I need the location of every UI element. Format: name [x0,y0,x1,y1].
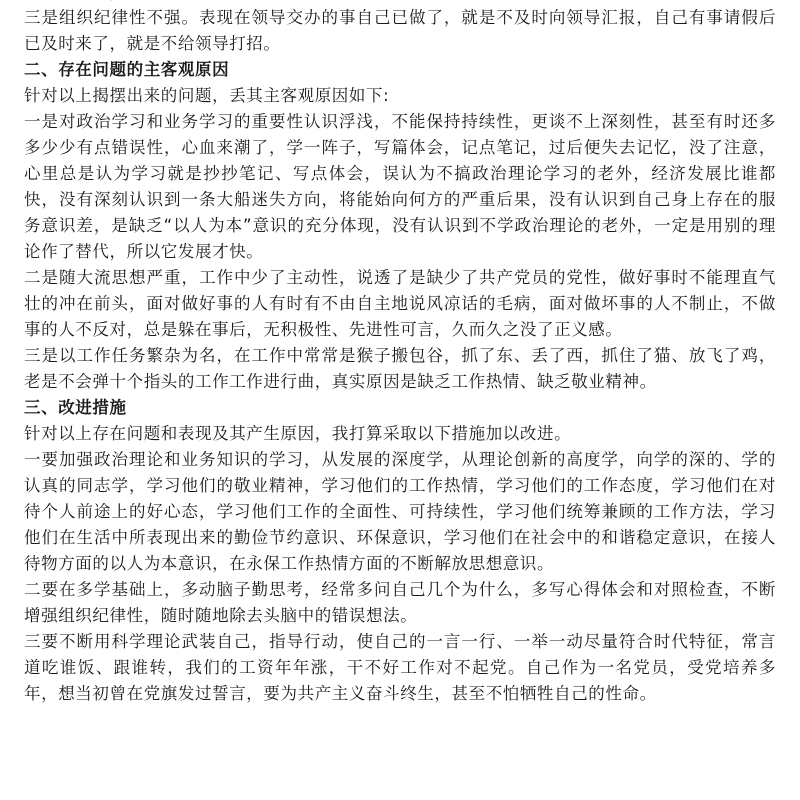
paragraph-causes-intro: 针对以上揭摆出来的问题，丢其主客观原因如下: [24,86,390,105]
paragraph-measure-1: 一要加强政治理论和业务知识的学习，从发展的深度学，从理论创新的高度学，向学的深的、学的认真的同志学，学习他们的敬业精神，学习他们的工作热情，学习他们的工作态度，学习他们在对待个人前途上的好心态，学习他们工作的全面性、可持续性，学习他们统筹兼顾的工作方法，学习他们在生活中所表现出来的勤俭节约意识、环保意识，学习他们在社会中的和谐稳定意识，在接人待物方面的以人为本意识，在永保工作热情方面的不断解放思想意识。 [24,450,776,573]
paragraph-cause-2: 二是随大流思想严重，工作中少了主动性，说透了是缺少了共产党员的党性，做好事时不能理直气壮的冲在前头，面对做好事的人有时有不由自主地说风凉话的毛病，面对做坏事的人不制止，不做事的人不反对，总是躲在事后，无积极性、先进性可言，久而久之没了正义感。 [24,268,776,339]
paragraph-measure-3: 三要不断用科学理论武装自己，指导行动，使自己的一言一行、一举一动尽量符合时代特征，常言道吃谁饭、跟谁转，我们的工资年年涨，干不好工作对不起党。自己作为一名党员，受党培养多年，想当初曾在党旗发过誓言，要为共产主义奋斗终生，甚至不怕牺牲自己的性命。 [24,632,776,703]
paragraph-measure-2: 二要在多学基础上，多动脑子勤思考，经常多问自己几个为什么，多写心得体会和对照检查，不断增强组织纪律性，随时随地除去头脑中的错误想法。 [24,580,776,625]
paragraph-discipline: 三是组织纪律性不强。表现在领导交办的事自己已做了，就是不及时向领导汇报，自己有事请假后已及时来了，就是不给领导打招。 [24,8,776,53]
paragraph-measures-intro: 针对以上存在问题和表现及其产生原因，我打算采取以下措施加以改进。 [24,424,572,443]
section-heading-measures: 三、改进措施 [24,398,127,417]
paragraph-cause-1: 一是对政治学习和业务学习的重要性认识浮浅，不能保持持续性，更谈不上深刻性，甚至有时还多多少少有点错误性，心血来潮了，学一阵子，写篇体会，记点笔记，过后便失去记忆，没了注意，心里总是认为学习就是抄抄笔记、写点体会，误认为不搞政治理论学习的老外，经济发展比谁都快，没有深刻认识到一条大船迷失方向，将能始向何方的严重后果，没有认识到自己身上存在的服务意识差，是缺乏“以人为本”意识的充分体现，没有认识到不学政治理论的老外，一定是用别的理论作了替代，所以它发展才快。 [24,112,776,261]
paragraph-cause-3: 三是以工作任务繁杂为名，在工作中常常是猴子搬包谷，抓了东、丢了西，抓住了猫、放飞了鸡，老是不会弹十个指头的工作工作进行曲，真实原因是缺乏工作热情、缺乏敬业精神。 [24,346,776,391]
section-heading-causes: 二、存在问题的主客观原因 [24,60,230,79]
